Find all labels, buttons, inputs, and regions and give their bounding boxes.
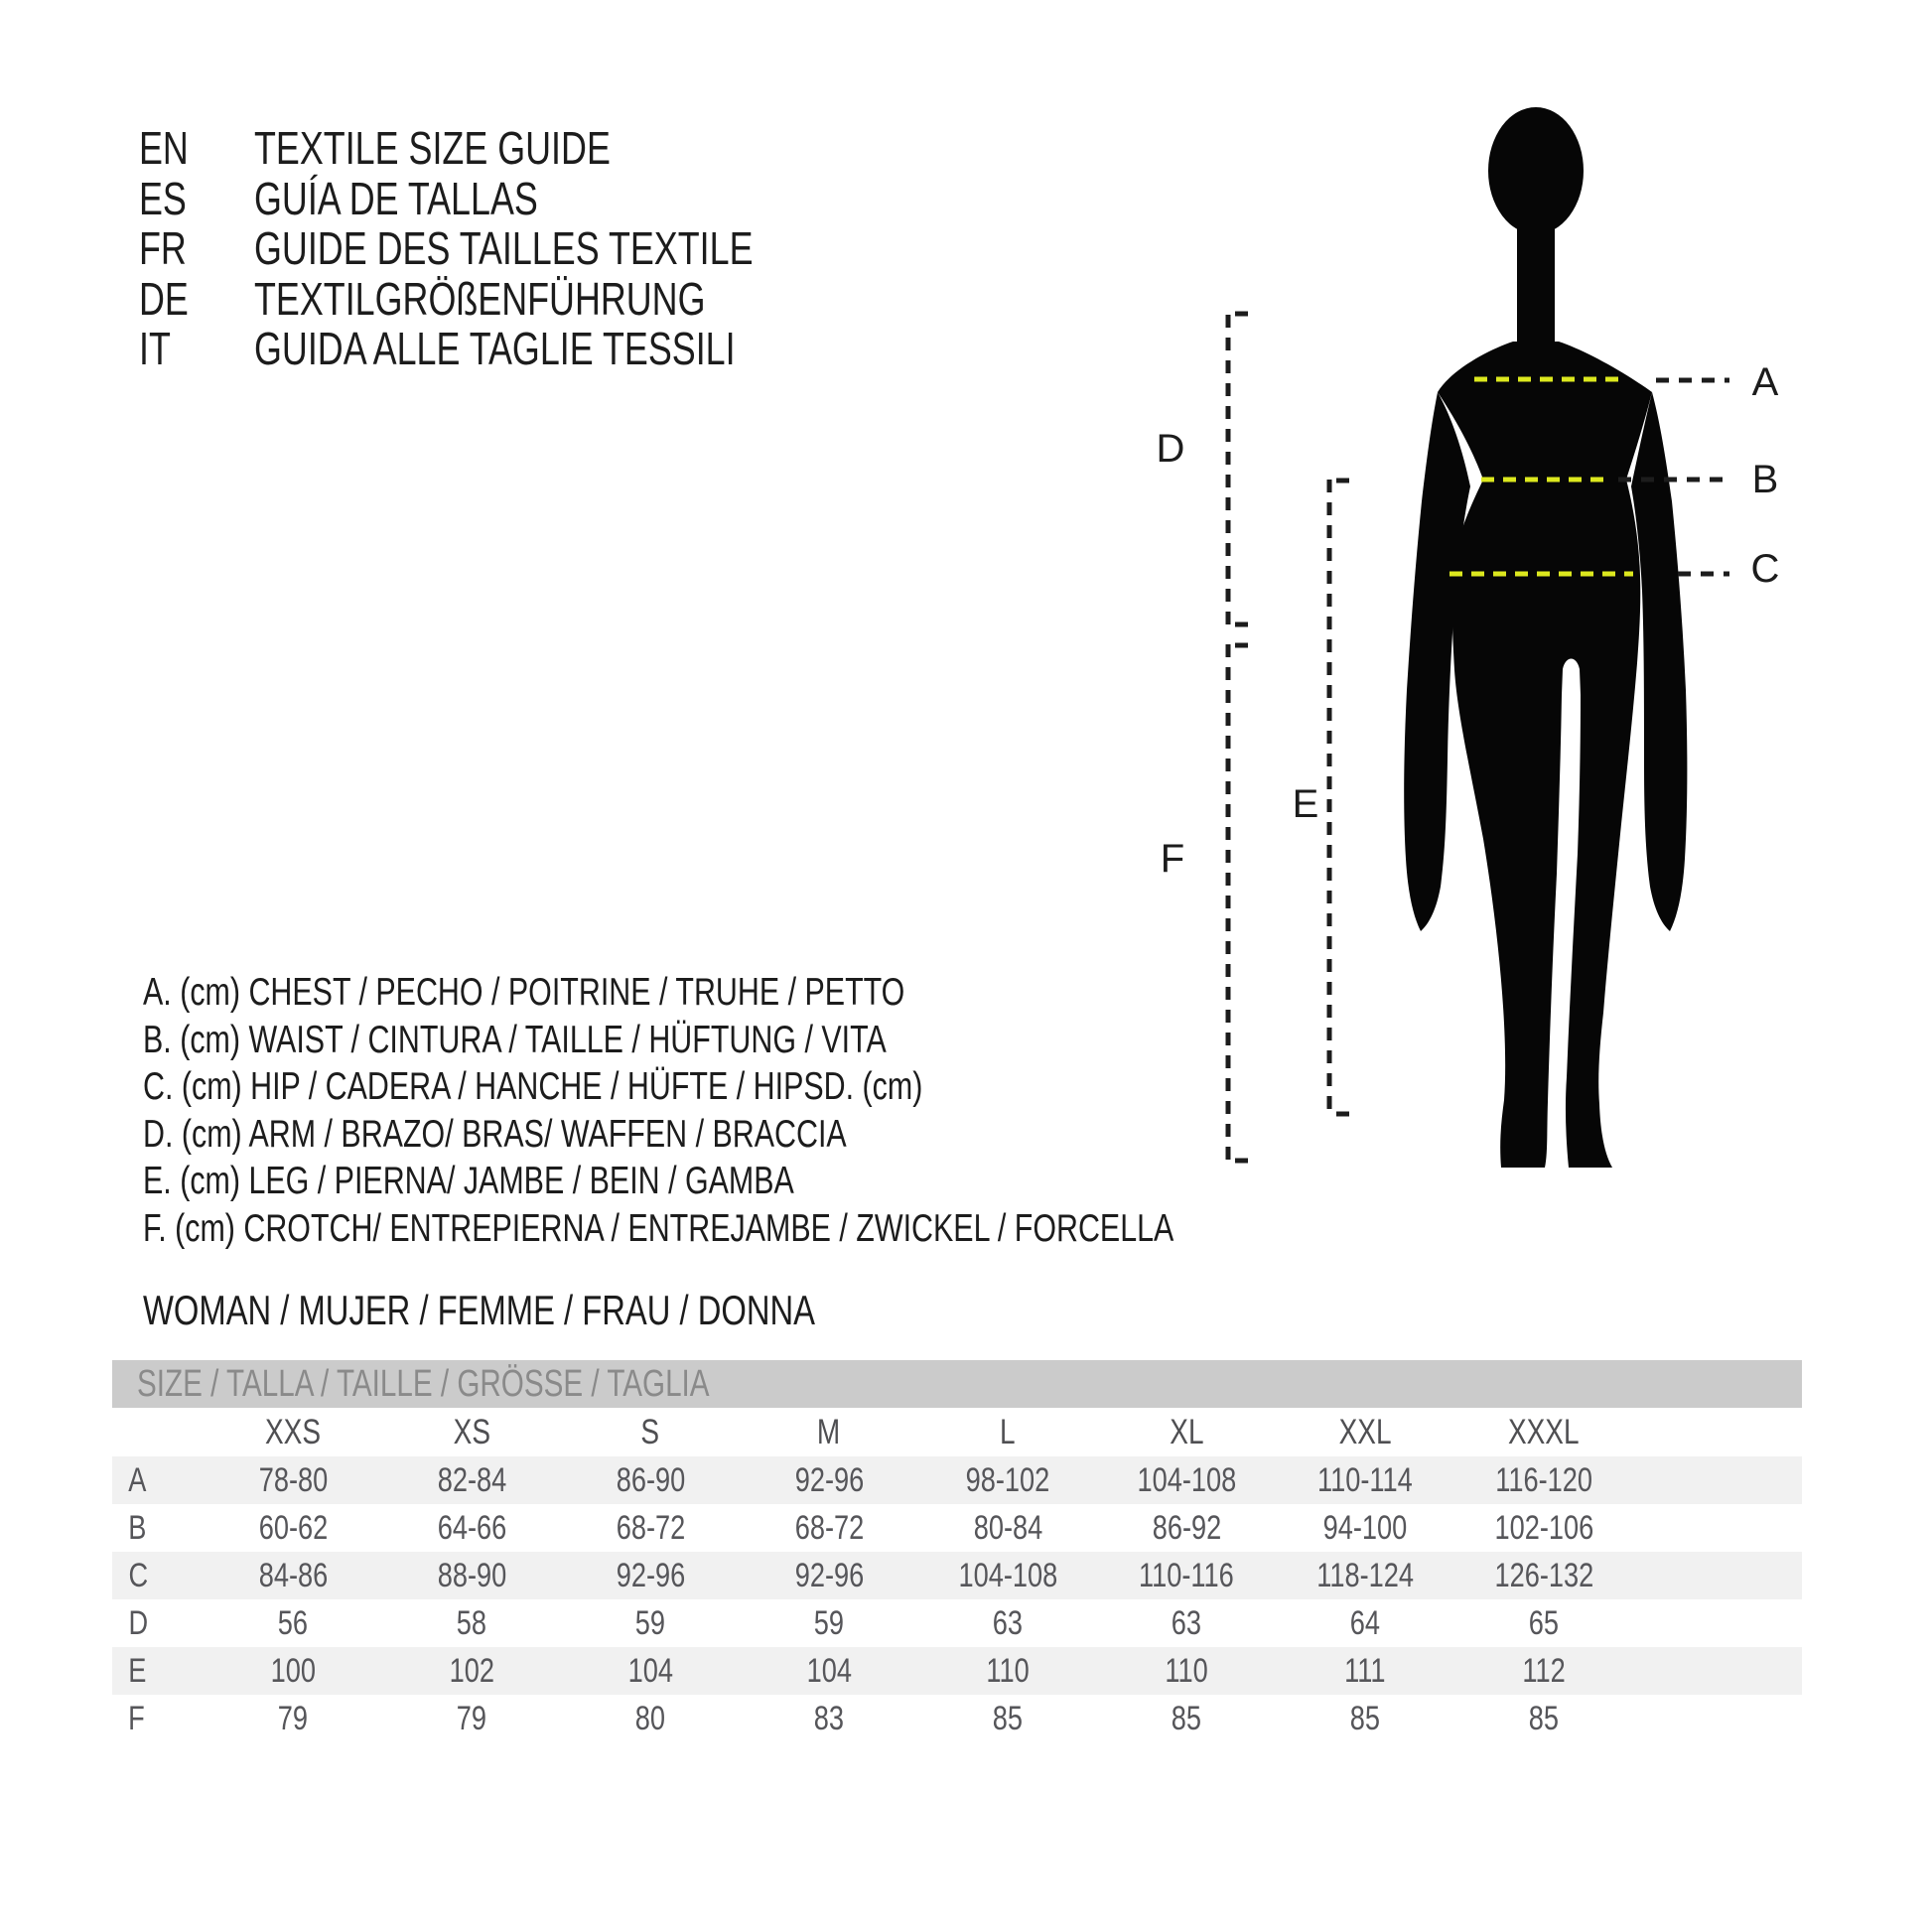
table-value: 58 (456, 1603, 487, 1642)
figure-label-a: A (1751, 360, 1779, 404)
size-header-row (112, 1408, 1802, 1456)
table-value: 79 (456, 1699, 487, 1737)
size-col-header: XL (1169, 1412, 1204, 1451)
measurement-waist: B. (cm) WAIST / CINTURA / TAILLE / HÜFTUNG / VITA (143, 1018, 887, 1061)
table-row-leg (112, 1647, 1802, 1695)
table-value: 94-100 (1322, 1508, 1408, 1547)
size-table (112, 1360, 1802, 1742)
table-value: 83 (813, 1699, 845, 1737)
table-row-arm (112, 1599, 1802, 1647)
table-value: 110-114 (1317, 1460, 1413, 1499)
table-value: 92-96 (616, 1556, 685, 1594)
table-value: 68-72 (794, 1508, 864, 1547)
table-value: 86-92 (1152, 1508, 1221, 1547)
table-value: 84-86 (258, 1556, 328, 1594)
guide-title: TEXTILE SIZE GUIDE (254, 122, 611, 174)
table-value: 79 (277, 1699, 309, 1737)
guide-title: GUIDE DES TAILLES TEXTILE (254, 222, 754, 274)
table-value: 60-62 (258, 1508, 328, 1547)
measurement-arm: D. (cm) ARM / BRAZO/ BRAS/ WAFFEN / BRACCIA (143, 1112, 847, 1156)
size-col-header: M (817, 1412, 841, 1451)
table-value: 85 (1349, 1699, 1381, 1737)
table-row-waist (112, 1504, 1802, 1552)
figure-label-d: D (1156, 427, 1185, 471)
table-value: 104-108 (1137, 1460, 1236, 1499)
table-value: 111 (1344, 1651, 1386, 1690)
table-value: 110 (986, 1651, 1030, 1690)
measurement-chest: A. (cm) CHEST / PECHO / POITRINE / TRUHE / PETTO (143, 971, 905, 1014)
size-table-header-bar (112, 1360, 1802, 1408)
table-value: 64 (1349, 1603, 1381, 1642)
table-value: 102-106 (1494, 1508, 1593, 1547)
table-value: 118-124 (1316, 1556, 1414, 1594)
table-value: 112 (1522, 1651, 1566, 1690)
table-value: 110 (1165, 1651, 1208, 1690)
table-value: 80 (634, 1699, 666, 1737)
guide-title: GUIDA ALLE TAGLIE TESSILI (254, 323, 736, 374)
language-code: DE (139, 272, 189, 325)
figure-label-e: E (1292, 782, 1319, 826)
table-value: 88-90 (437, 1556, 506, 1594)
row-label: A (128, 1460, 147, 1499)
table-value: 110-116 (1139, 1556, 1234, 1594)
dimension-line-d (1228, 314, 1248, 625)
gender-heading: WOMAN / MUJER / FEMME / FRAU / DONNA (143, 1287, 816, 1333)
table-value: 104 (627, 1651, 673, 1690)
guide-title: GUÍA DE TALLAS (254, 172, 538, 224)
row-label: B (128, 1508, 147, 1547)
language-code: IT (139, 323, 171, 374)
language-code: ES (139, 172, 187, 224)
table-value: 85 (1528, 1699, 1560, 1737)
figure-label-b: B (1751, 458, 1779, 501)
row-label: C (128, 1556, 149, 1594)
table-value: 104-108 (958, 1556, 1057, 1594)
measurement-leg: E. (cm) LEG / PIERNA/ JAMBE / BEIN / GAMBA (143, 1160, 794, 1203)
size-col-header: S (640, 1412, 660, 1451)
table-value: 63 (992, 1603, 1024, 1642)
table-value: 86-90 (616, 1460, 685, 1499)
table-value: 56 (277, 1603, 309, 1642)
language-code: FR (139, 222, 187, 274)
table-row-chest (112, 1456, 1802, 1504)
measurement-crotch: F. (cm) CROTCH/ ENTREPIERNA / ENTREJAMBE / ZWICKEL / FORCELLA (143, 1206, 1174, 1250)
measurement-hip: C. (cm) HIP / CADERA / HANCHE / HÜFTE / HIPSD. (cm) (143, 1065, 923, 1109)
table-value: 85 (992, 1699, 1024, 1737)
table-value: 59 (634, 1603, 666, 1642)
table-value: 102 (449, 1651, 494, 1690)
table-value: 92-96 (794, 1556, 864, 1594)
table-value: 63 (1171, 1603, 1202, 1642)
figure-label-f: F (1160, 837, 1185, 881)
row-label: E (128, 1651, 147, 1690)
size-col-header: XXXL (1508, 1412, 1580, 1451)
row-label: D (128, 1603, 149, 1642)
figure-label-c: C (1750, 547, 1780, 591)
table-value: 78-80 (258, 1460, 328, 1499)
table-value: 92-96 (794, 1460, 864, 1499)
size-col-header: L (1000, 1412, 1016, 1451)
table-value: 65 (1528, 1603, 1560, 1642)
table-value: 126-132 (1494, 1556, 1593, 1594)
table-value: 59 (813, 1603, 845, 1642)
guide-title: TEXTILGRÖßENFÜHRUNG (254, 272, 706, 325)
row-label: F (128, 1699, 145, 1737)
table-value: 82-84 (437, 1460, 506, 1499)
table-value: 64-66 (437, 1508, 506, 1547)
size-col-header: XXL (1338, 1412, 1392, 1451)
table-value: 85 (1171, 1699, 1202, 1737)
size-col-header: XS (453, 1412, 490, 1451)
size-col-header: XXS (264, 1412, 322, 1451)
table-value: 68-72 (616, 1508, 685, 1547)
table-value: 100 (270, 1651, 316, 1690)
size-table-header-label: SIZE / TALLA / TAILLE / GRÖSSE / TAGLIA (137, 1362, 710, 1405)
table-value: 104 (806, 1651, 852, 1690)
table-value: 116-120 (1495, 1460, 1592, 1499)
measurement-legend (143, 969, 1464, 1253)
language-code: EN (139, 122, 189, 174)
table-value: 80-84 (973, 1508, 1042, 1547)
table-row-hip (112, 1552, 1802, 1599)
table-row-crotch (112, 1695, 1802, 1742)
table-value: 98-102 (965, 1460, 1050, 1499)
